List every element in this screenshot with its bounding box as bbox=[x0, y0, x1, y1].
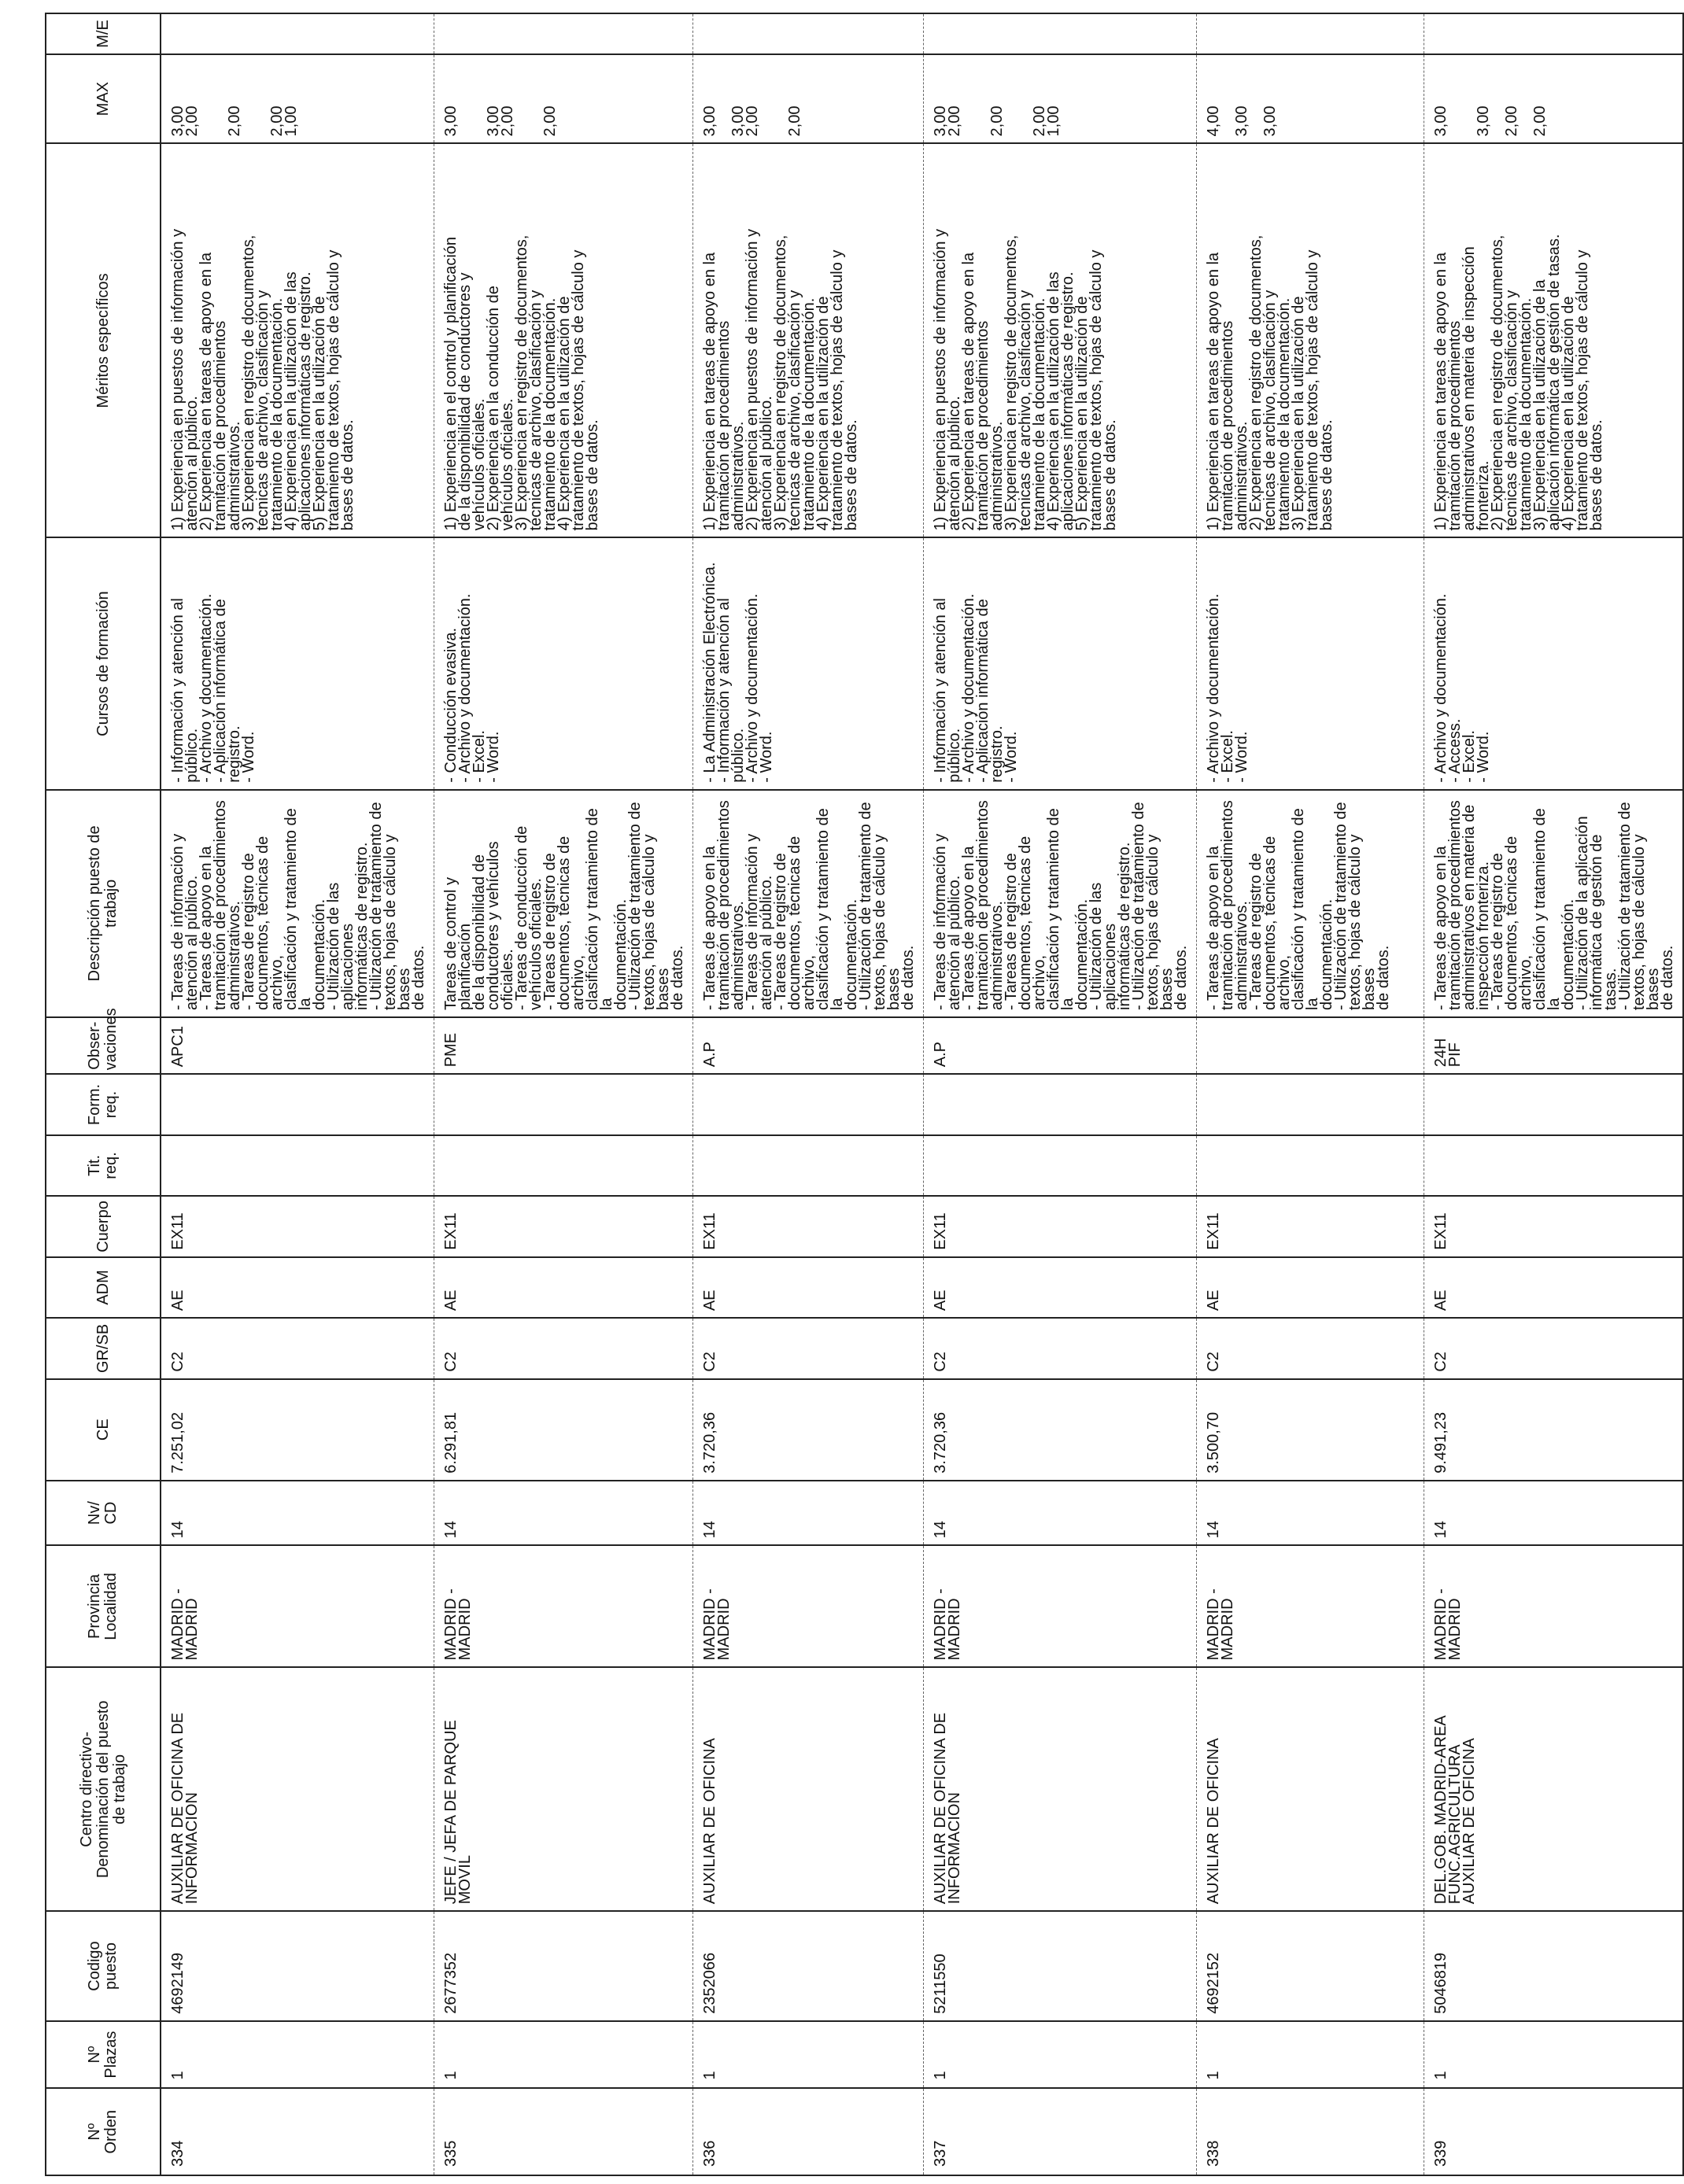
header-localidad: Provincia Localidad bbox=[46, 1545, 161, 1667]
cell-orden: 339 bbox=[1424, 2088, 1684, 2175]
cell-plazas: 1 bbox=[161, 2021, 434, 2089]
cell-localidad: MADRID - MADRID bbox=[924, 1545, 1197, 1667]
cell-cuerpo: EX11 bbox=[1424, 1196, 1684, 1256]
cell-titulacion bbox=[693, 1135, 924, 1196]
cell-meritos: 1) Experiencia en puestos de información y atención al público. 2) Experiencia en tareas de apoyo en la tramitación de procedimientos administrativos. 3) Experiencia en registro de documentos, técnicas de archivo, clasificación y tratamiento de la documentación. 4) Experiencia en la utilización de las aplicaciones informáticas de registro. 5) Experiencia en la utilización de tratamiento de textos, hojas de cálculo y bases de datos. bbox=[161, 143, 434, 537]
cell-cuerpo: EX11 bbox=[434, 1196, 693, 1256]
table-body bbox=[161, 13, 1683, 2175]
cell-grupo: C2 bbox=[434, 1318, 693, 1378]
cell-ce: 3.500,70 bbox=[1197, 1379, 1424, 1481]
cell-descripcion: - Tareas de apoyo en la tramitación de procedimientos administrativos. - Tareas de información y atención al público. - Tareas de registro de documentos, técnicas de archivo, clasificación y tratamiento de la documentación. - Utilización de tratamiento de textos, hojas de cálculo y bases de datos. bbox=[693, 790, 924, 1017]
header-plazas: Nº Plazas bbox=[46, 2021, 161, 2089]
job-positions-table bbox=[45, 13, 1684, 2176]
cell-orden: 335 bbox=[434, 2088, 693, 2175]
table-row bbox=[161, 13, 434, 2175]
cell-descripcion: - Tareas de información y atención al público. - Tareas de apoyo en la tramitación de procedimientos administrativos. - Tareas de registro de documentos, técnicas de archivo, clasificación y tratamiento de la documentación. - Utilización de las aplicaciones informáticas de registro. - Utilización de tratamiento de textos, hojas de cálculo y bases de datos. bbox=[161, 790, 434, 1017]
cell-grupo: C2 bbox=[161, 1318, 434, 1378]
header-orden: Nº Orden bbox=[46, 2088, 161, 2175]
cell-cuerpo: EX11 bbox=[1197, 1196, 1424, 1256]
cell-nivel: 14 bbox=[434, 1481, 693, 1546]
cell-ce: 9.491,23 bbox=[1424, 1379, 1684, 1481]
cell-observaciones: A.P bbox=[693, 1017, 924, 1074]
header-titulacion: Tit. req. bbox=[46, 1135, 161, 1196]
cell-denominacion: AUXILIAR DE OFICINA bbox=[693, 1667, 924, 1911]
cell-nivel: 14 bbox=[1197, 1481, 1424, 1546]
cell-me bbox=[1424, 13, 1684, 54]
cell-codigo: 4692149 bbox=[161, 1911, 434, 2020]
cell-cursos: - Conducción evasiva. - Archivo y documentación. - Excel. - Word. bbox=[434, 537, 693, 789]
cell-descripcion: - Tareas de información y atención al público. - Tareas de apoyo en la tramitación de procedimientos administrativos. - Tareas de registro de documentos, técnicas de archivo, clasificación y tratamiento de la documentación. - Utilización de las aplicaciones informáticas de registro. - Utilización de tratamiento de textos, hojas de cálculo y bases de datos. bbox=[924, 790, 1197, 1017]
cell-nivel: 14 bbox=[1424, 1481, 1684, 1546]
cell-plazas: 1 bbox=[1424, 2021, 1684, 2089]
cell-codigo: 2352066 bbox=[693, 1911, 924, 2020]
cell-meritos: 1) Experiencia en tareas de apoyo en la tramitación de procedimientos administrativos. 2) Experiencia en puestos de información y atención al público. 3) Experiencia en registro de documentos, técnicas de archivo, clasificación y tratamiento de la documentación. 4) Experiencia en la utilización de tratamiento de textos, hojas de cálculo y bases de datos. bbox=[693, 143, 924, 537]
header-max: MAX bbox=[46, 54, 161, 144]
cell-formacion bbox=[434, 1074, 693, 1134]
cell-ce: 7.251,02 bbox=[161, 1379, 434, 1481]
cell-observaciones: APC1 bbox=[161, 1017, 434, 1074]
cell-denominacion: DEL.GOB. MADRID-AREA FUNC.AGRICULTURA AUXILIAR DE OFICINA bbox=[1424, 1667, 1684, 1911]
cell-observaciones: PME bbox=[434, 1017, 693, 1074]
cell-titulacion bbox=[161, 1135, 434, 1196]
cell-grupo: C2 bbox=[1424, 1318, 1684, 1378]
cell-codigo: 4692152 bbox=[1197, 1911, 1424, 2020]
cell-max: 3,00 3,00 2,00 2,00 bbox=[1424, 54, 1684, 144]
cell-meritos: 1) Experiencia en tareas de apoyo en la tramitación de procedimientos administrativos. 2) Experiencia en registro de documentos, técnicas de archivo, clasificación y tratamiento de la documentación. 3) Experiencia en la utilización de tratamiento de textos, hojas de cálculo y bases de datos. bbox=[1197, 143, 1424, 537]
header-nivel: Nv/ CD bbox=[46, 1481, 161, 1546]
header-adm: ADM bbox=[46, 1257, 161, 1318]
cell-ce: 3.720,36 bbox=[693, 1379, 924, 1481]
table-row bbox=[693, 13, 924, 2175]
cell-localidad: MADRID - MADRID bbox=[161, 1545, 434, 1667]
cell-nivel: 14 bbox=[693, 1481, 924, 1546]
cell-titulacion bbox=[924, 1135, 1197, 1196]
cell-localidad: MADRID - MADRID bbox=[693, 1545, 924, 1667]
cell-denominacion: JEFE / JEFA DE PARQUE MOVIL bbox=[434, 1667, 693, 1911]
header-me: M/E bbox=[46, 13, 161, 54]
cell-formacion bbox=[1424, 1074, 1684, 1134]
cell-codigo: 2677352 bbox=[434, 1911, 693, 2020]
cell-max: 3,00 3,00 2,00 2,00 bbox=[693, 54, 924, 144]
cell-adm: AE bbox=[1424, 1257, 1684, 1318]
cell-nivel: 14 bbox=[924, 1481, 1197, 1546]
cell-me bbox=[924, 13, 1197, 54]
cell-observaciones: A.P bbox=[924, 1017, 1197, 1074]
cell-plazas: 1 bbox=[434, 2021, 693, 2089]
cell-orden: 334 bbox=[161, 2088, 434, 2175]
cell-observaciones: 24H PIF bbox=[1424, 1017, 1684, 1074]
cell-orden: 336 bbox=[693, 2088, 924, 2175]
header-descripcion: Descripción puesto de trabajo bbox=[46, 790, 161, 1017]
cell-adm: AE bbox=[693, 1257, 924, 1318]
header-cursos: Cursos de formación bbox=[46, 537, 161, 789]
cell-meritos: 1) Experiencia en puestos de información y atención al público. 2) Experiencia en tareas de apoyo en la tramitación de procedimientos administrativos. 3) Experiencia en registro de documentos, técnicas de archivo, clasificación y tratamiento de la documentación. 4) Experiencia en la utilización de las aplicaciones informáticas de registro. 5) Experiencia en la utilización de tratamiento de textos, hojas de cálculo y bases de datos. bbox=[924, 143, 1197, 537]
cell-nivel: 14 bbox=[161, 1481, 434, 1546]
cell-cursos: - Información y atención al público. - Archivo y documentación. - Aplicación informática de registro. - Word. bbox=[924, 537, 1197, 789]
cell-plazas: 1 bbox=[693, 2021, 924, 2089]
cell-observaciones bbox=[1197, 1017, 1424, 1074]
cell-formacion bbox=[924, 1074, 1197, 1134]
table-row bbox=[924, 13, 1197, 2175]
cell-denominacion: AUXILIAR DE OFICINA bbox=[1197, 1667, 1424, 1911]
header-denominacion: Centro directivo- Denominación del puesto de trabajo bbox=[46, 1667, 161, 1911]
header-meritos: Méritos específicos bbox=[46, 143, 161, 537]
cell-formacion bbox=[1197, 1074, 1424, 1134]
header-ce: CE bbox=[46, 1379, 161, 1481]
cell-ce: 3.720,36 bbox=[924, 1379, 1197, 1481]
cell-me bbox=[434, 13, 693, 54]
cell-cursos: - La Administración Electrónica. - Información y atención al público. - Archivo y documentación. - Word. bbox=[693, 537, 924, 789]
cell-codigo: 5211550 bbox=[924, 1911, 1197, 2020]
cell-localidad: MADRID - MADRID bbox=[1424, 1545, 1684, 1667]
header-row bbox=[46, 13, 161, 2175]
cell-localidad: MADRID - MADRID bbox=[1197, 1545, 1424, 1667]
cell-cursos: - Archivo y documentación. - Access. - Excel. - Word. bbox=[1424, 537, 1684, 789]
cell-me bbox=[1197, 13, 1424, 54]
header-grupo: GR/SB bbox=[46, 1318, 161, 1378]
cell-cuerpo: EX11 bbox=[693, 1196, 924, 1256]
cell-descripcion: - Tareas de apoyo en la tramitación de procedimientos administrativos. - Tareas de registro de documentos, técnicas de archivo, clasificación y tratamiento de la documentación. - Utilización de tratamiento de textos, hojas de cálculo y bases de datos. bbox=[1197, 790, 1424, 1017]
cell-orden: 338 bbox=[1197, 2088, 1424, 2175]
cell-max: 3,00 3,00 2,00 2,00 bbox=[434, 54, 693, 144]
cell-max: 3,00 2,00 2,00 2,00 1,00 bbox=[924, 54, 1197, 144]
cell-descripcion: Tareas de control y planificación de la disponibilidad de conductores y vehículos oficiales. - Tareas de conducción de vehículos oficiales. - Tareas de registro de documentos, técnicas de archivo, clasificación y tratamiento de la documentación. - Utilización de tratamiento de textos, hojas de cálculo y bases de datos. bbox=[434, 790, 693, 1017]
cell-adm: AE bbox=[434, 1257, 693, 1318]
cell-meritos: 1) Experiencia en tareas de apoyo en la tramitación de procedimientos administrativos en materia de inspección fronteriza. 2) Experiencia en registro de documentos, técnicas de archivo, clasificación y tratamiento de la documentación. 3) Experiencia en la utilización de la aplicación informática de gestión de tasas. 4) Experiencia en la utilización de tratamiento de textos, hojas de cálculo y bases de datos. bbox=[1424, 143, 1684, 537]
cell-adm: AE bbox=[161, 1257, 434, 1318]
cell-max: 4,00 3,00 3,00 bbox=[1197, 54, 1424, 144]
cell-ce: 6.291,81 bbox=[434, 1379, 693, 1481]
cell-orden: 337 bbox=[924, 2088, 1197, 2175]
cell-adm: AE bbox=[924, 1257, 1197, 1318]
cell-titulacion bbox=[1197, 1135, 1424, 1196]
cell-titulacion bbox=[434, 1135, 693, 1196]
cell-cuerpo: EX11 bbox=[924, 1196, 1197, 1256]
cell-cursos: - Información y atención al público. - Archivo y documentación. - Aplicación informática de registro. - Word. bbox=[161, 537, 434, 789]
cell-localidad: MADRID - MADRID bbox=[434, 1545, 693, 1667]
cell-denominacion: AUXILIAR DE OFICINA DE INFORMACION bbox=[161, 1667, 434, 1911]
cell-me bbox=[161, 13, 434, 54]
cell-plazas: 1 bbox=[1197, 2021, 1424, 2089]
cell-titulacion bbox=[1424, 1135, 1684, 1196]
cell-descripcion: - Tareas de apoyo en la tramitación de procedimientos administrativos en materia de inspección fronteriza. - Tareas de registro de documentos, técnicas de archivo, clasificación y tratamiento de la documentación. - Utilización de la aplicación informática de gestión de tasas. - Utilización de tratamiento de textos, hojas de cálculo y bases de datos. bbox=[1424, 790, 1684, 1017]
table-row bbox=[434, 13, 693, 2175]
cell-grupo: C2 bbox=[693, 1318, 924, 1378]
cell-denominacion: AUXILIAR DE OFICINA DE INFORMACION bbox=[924, 1667, 1197, 1911]
cell-codigo: 5046819 bbox=[1424, 1911, 1684, 2020]
table-row bbox=[1197, 13, 1424, 2175]
cell-meritos: 1) Experiencia en el control y planificación de la disponibilidad de conductores y vehículos oficiales. 2) Experiencia en la conducción de vehículos oficiales. 3) Experiencia en registro de documentos, técnicas de archivo, clasificación y tratamiento de la documentación. 4) Experiencia en la utilización de tratamiento de textos, hojas de cálculo y bases de datos. bbox=[434, 143, 693, 537]
cell-me bbox=[693, 13, 924, 54]
cell-formacion bbox=[161, 1074, 434, 1134]
cell-grupo: C2 bbox=[924, 1318, 1197, 1378]
cell-formacion bbox=[693, 1074, 924, 1134]
cell-grupo: C2 bbox=[1197, 1318, 1424, 1378]
header-cuerpo: Cuerpo bbox=[46, 1196, 161, 1256]
table-row bbox=[1424, 13, 1684, 2175]
header-observaciones: Obser- vaciones bbox=[46, 1017, 161, 1074]
cell-max: 3,00 2,00 2,00 2,00 1,00 bbox=[161, 54, 434, 144]
cell-cursos: - Archivo y documentación. - Excel. - Word. bbox=[1197, 537, 1424, 789]
cell-plazas: 1 bbox=[924, 2021, 1197, 2089]
cell-cuerpo: EX11 bbox=[161, 1196, 434, 1256]
header-formacion: Form. req. bbox=[46, 1074, 161, 1134]
cell-adm: AE bbox=[1197, 1257, 1424, 1318]
header-codigo: Codigo puesto bbox=[46, 1911, 161, 2020]
